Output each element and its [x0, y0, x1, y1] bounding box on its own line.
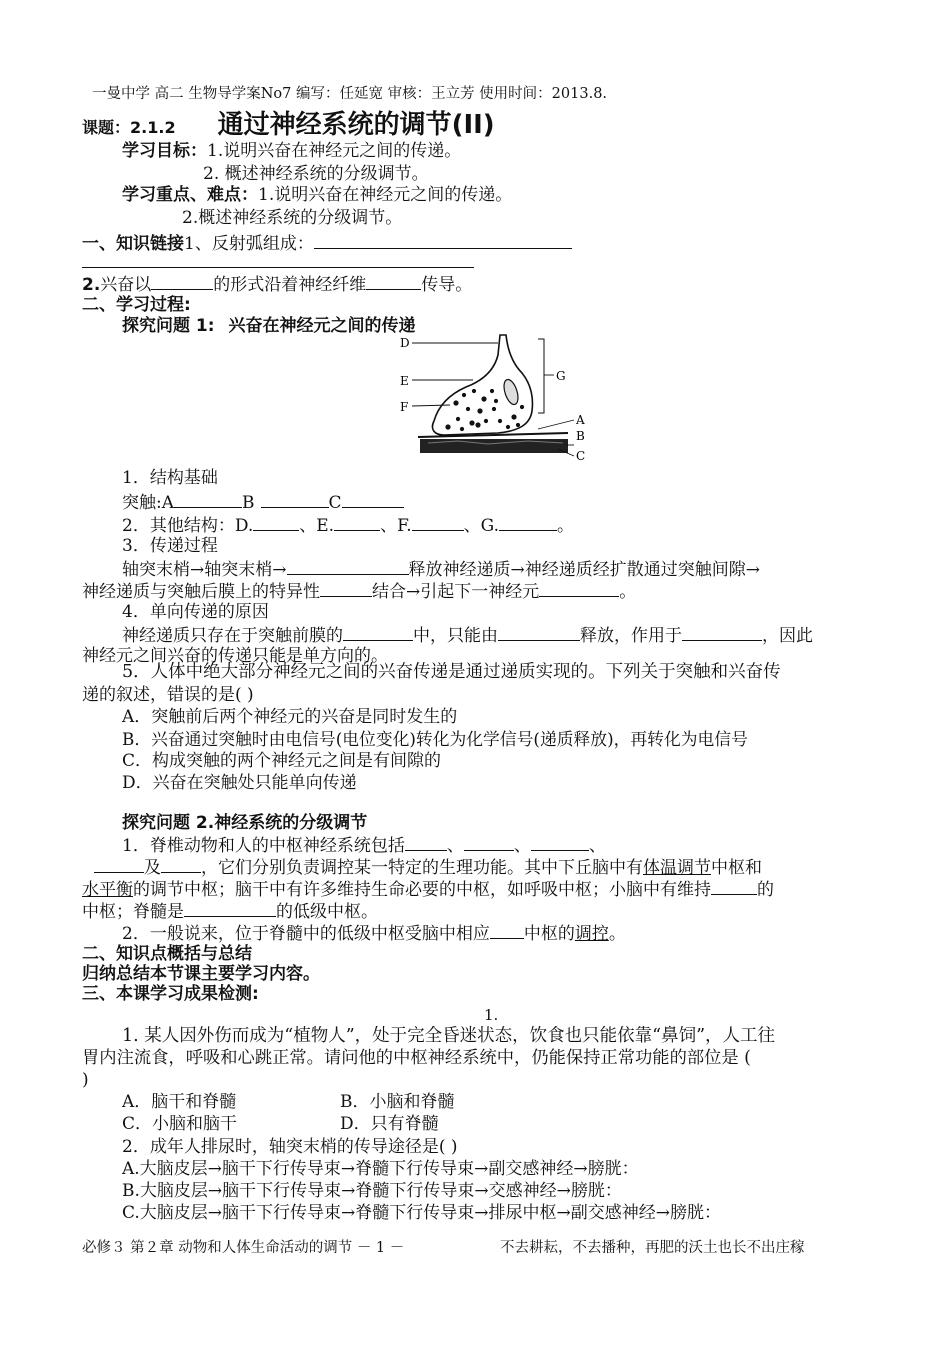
explore-1-title: 兴奋在神经元之间的传递	[228, 316, 416, 336]
axon-terminal-shape	[432, 335, 532, 435]
test-1-option-c[interactable]: C．小脑和脑干	[122, 1114, 238, 1134]
vesicle-dot	[472, 389, 476, 393]
test-1-line-1: 1. 某人因外伤而成为“植物人”，处于完全昏迷状态，饮食也只能依靠“鼻饲”，人工往	[122, 1026, 776, 1046]
vesicle-dot	[520, 405, 524, 409]
keypoints-line-1	[122, 184, 512, 206]
cns-part-3-blank[interactable]	[531, 833, 589, 851]
keypoints-line-2: 2.概述神经系统的分级调节。	[182, 208, 403, 228]
explore-1-label: 探究问题 1:	[122, 316, 215, 336]
question-5-line-1: 5．人体中绝大部分神经元之间的兴奋传递是通过递质实现的。下列关于突触和兴奋传	[122, 662, 781, 682]
conduction-direction-blank[interactable]	[366, 272, 421, 290]
process-line-1	[122, 557, 760, 581]
structure-heading: 1．结构基础	[122, 468, 218, 488]
vesicle-dot	[484, 419, 488, 423]
lesson-title-line	[82, 110, 495, 143]
objectives-line-1	[122, 140, 461, 162]
hierarchy-text-2: ，它们分别负责调控某一特定的生理功能。其中下丘脑中有	[201, 858, 643, 878]
cns-part-5-blank[interactable]	[161, 855, 201, 873]
synapse-diagram	[398, 333, 598, 463]
vesicle-dot	[466, 407, 470, 411]
vesicle-dot	[516, 423, 520, 427]
vesicle-dot	[481, 396, 486, 401]
oneway-release-blank[interactable]	[498, 623, 580, 641]
oneway-target-blank[interactable]	[682, 623, 762, 641]
process-receptor-blank[interactable]	[320, 579, 372, 597]
other-structures-line	[122, 513, 574, 537]
reflex-arc-blank[interactable]	[314, 231, 572, 249]
vesicle-dot	[498, 419, 502, 423]
process-text-d: 结合→引起下一神经元	[372, 582, 540, 602]
other-f-label: 、F.	[380, 516, 412, 536]
question-2-text-b: 的形式沿着神经纤维	[213, 275, 367, 295]
other-e-blank[interactable]	[334, 513, 380, 531]
oneway-text-b: 中，只能由	[413, 626, 498, 646]
section-summary: 二、知识点概括与总结	[82, 944, 252, 964]
water-balance-term: 水平衡	[82, 880, 133, 900]
section-learning-process: 二、学习过程:	[82, 295, 191, 315]
diagram-label-f: F	[400, 400, 409, 414]
oneway-text-c: 释放，作用于	[580, 626, 682, 646]
hierarchy-sep-3: 、	[588, 836, 606, 856]
vesicle-dot	[477, 408, 482, 413]
center-number: 1.	[484, 1006, 499, 1024]
hierarchy-line-3	[82, 877, 774, 901]
bracket-g	[538, 339, 544, 413]
cns-part-2-blank[interactable]	[464, 833, 514, 851]
conduction-question	[82, 272, 472, 296]
lesson-prefix: 课题：	[82, 118, 131, 137]
explore-1-heading	[122, 315, 416, 337]
hierarchy-text-9: 中枢的	[523, 924, 575, 944]
test-1-line-3: )	[82, 1070, 89, 1090]
vesicle-dot	[490, 389, 494, 393]
oneway-line-1	[122, 623, 813, 647]
keypoints-label: 学习重点、难点：	[122, 185, 258, 205]
question-2-text-a: 兴奋以	[100, 275, 152, 295]
hierarchy-text-10: 。	[608, 924, 626, 944]
hierarchy-text-4: 的调节中枢；脑干中有许多维持生命必要的中枢，如呼吸中枢；小脑中有维持	[133, 880, 711, 900]
hierarchy-sep-1: 、	[446, 836, 464, 856]
hierarchy-and: 及	[144, 858, 161, 878]
other-f-blank[interactable]	[412, 513, 464, 531]
oneway-text-a: 神经递质只存在于突触前膜的	[122, 626, 343, 646]
vesicle-dot	[462, 393, 466, 397]
process-line-2	[82, 579, 636, 603]
question-2-text-c: 传导。	[421, 275, 473, 295]
other-end: 。	[557, 516, 575, 536]
oneway-location-blank[interactable]	[343, 623, 413, 641]
hierarchy-line-5	[122, 921, 626, 945]
summary-instruction: 归纳总结本节课主要学习内容。	[82, 964, 320, 984]
lesson-title: 通过神经系统的调节(II)	[217, 110, 495, 140]
section-assessment: 三、本课学习成果检测:	[82, 984, 259, 1004]
objectives-item-1: 1.说明兴奋在神经元之间的传递。	[207, 141, 462, 161]
section-knowledge-link: 一、知识链接	[82, 234, 184, 254]
diagram-label-d: D	[400, 336, 410, 350]
vesicle-dot	[469, 420, 474, 425]
synapse-b-label: B	[242, 493, 255, 513]
question-5-option-d[interactable]: D．兴奋在突触处只能单向传递	[122, 773, 357, 793]
process-release-blank[interactable]	[287, 557, 409, 575]
keypoints-item-1: 1.说明兴奋在神经元之间的传递。	[258, 185, 513, 205]
process-heading: 3．传递过程	[122, 536, 218, 556]
lesson-number: 2.1.2	[130, 118, 176, 137]
answer-rule[interactable]	[82, 267, 474, 268]
other-d-label: 2．其他结构：D.	[122, 516, 254, 536]
conduction-form-blank[interactable]	[151, 272, 213, 290]
test-1-option-b[interactable]: B．小脑和脊髓	[340, 1092, 455, 1112]
process-text-c: 神经递质与突触后膜上的特异性	[82, 582, 320, 602]
objectives-line-2: 2. 概述神经系统的分级调节。	[203, 164, 429, 184]
knowledge-link-line	[82, 231, 572, 255]
hierarchy-text-8: 2．一般说来，位于脊髓中的低级中枢受脑中相应	[122, 924, 490, 944]
question-5-option-a[interactable]: A．突触前后两个神经元的兴奋是同时发生的	[122, 707, 458, 727]
footer-left: 必修３ 第２章 动物和人体生命活动的调节 － 1 －	[82, 1240, 405, 1256]
explore-2-label: 探究问题 2.	[122, 813, 215, 833]
vesicle-dot	[494, 399, 498, 403]
hierarchy-text-6: 中枢；脊髓是	[82, 902, 184, 922]
process-next-neuron-blank[interactable]	[539, 579, 619, 597]
oneway-heading: 4．单向传递的原因	[122, 602, 269, 622]
hierarchy-text-3: 中枢和	[711, 858, 762, 878]
vesicle-dot	[456, 417, 460, 421]
test-2-stem: 2．成年人排尿时，轴突末梢的传导途径是( )	[122, 1137, 458, 1157]
synapse-c-label: C	[328, 493, 342, 513]
vesicle-dot	[492, 407, 496, 411]
cns-part-4-blank[interactable]	[94, 855, 144, 873]
postsynaptic-membrane	[420, 439, 568, 453]
test-2-option-b[interactable]: B.大脑皮层→脑干下行传导束→脊髓下行传导束→交感神经→膀胱：	[122, 1181, 622, 1201]
explore-2-heading	[122, 812, 367, 834]
hierarchy-sep-2: 、	[513, 836, 531, 856]
reflex-arc-question: 1、反射弧组成：	[184, 234, 314, 254]
synapse-a-blank[interactable]	[174, 490, 242, 508]
synapse-b-blank[interactable]	[261, 490, 329, 508]
synapse-c-blank[interactable]	[342, 490, 404, 508]
vesicle-dot	[506, 425, 510, 429]
oneway-text-d: ，因此	[762, 626, 813, 646]
vesicle-dot	[453, 400, 458, 405]
test-2-option-c[interactable]: C.大脑皮层→脑干下行传导束→脊髓下行传导束→排尿中枢→副交感神经→膀胱：	[122, 1203, 722, 1223]
footer-right: 不去耕耘，不去播种，再肥的沃土也长不出庄稼	[500, 1240, 805, 1256]
question-5-option-b[interactable]: B．兴奋通过突触时由电信号(电位变化)转化为化学信号(递质释放)，再转化为电信号	[122, 729, 748, 749]
hierarchy-line-1	[122, 833, 606, 857]
question-2-number: 2.	[82, 275, 101, 295]
diagram-label-e: E	[400, 374, 409, 388]
vesicle-dot	[475, 422, 480, 427]
hierarchy-line-2	[94, 855, 762, 879]
question-5-option-c[interactable]: C．构成突触的两个神经元之间是有间隙的	[122, 751, 442, 771]
test-1-line-2: 胃内注流食，呼吸和心跳正常。请问他的中枢神经系统中，仍能保持正常功能的部位是 (	[82, 1048, 751, 1068]
spinal-cord-function-blank[interactable]	[184, 899, 276, 917]
process-text-b: 释放神经递质→神经递质经扩散通过突触间隙→	[408, 560, 760, 580]
synapse-a-label: 突触:A	[122, 493, 175, 513]
process-text-e: 。	[619, 582, 637, 602]
test-1-option-d[interactable]: D．只有脊髓	[340, 1114, 439, 1134]
cerebellum-function-blank[interactable]	[711, 877, 757, 895]
question-5-line-2: 递的叙述，错误的是( )	[82, 685, 254, 705]
process-text-a: 轴突末梢→轴突末梢→	[122, 560, 287, 580]
thermoregulation-term: 体温调节	[643, 858, 711, 878]
hierarchy-text-7: 的低级中枢。	[276, 902, 378, 922]
diagram-label-c: C	[576, 449, 586, 463]
other-g-blank[interactable]	[499, 513, 557, 531]
other-g-label: 、G.	[463, 516, 500, 536]
hierarchy-line-4	[82, 899, 378, 923]
objectives-label: 学习目标：	[122, 141, 207, 161]
regulation-term: 调控	[574, 924, 609, 944]
hierarchy-text-5: 的	[757, 880, 774, 900]
cns-part-1-blank[interactable]	[405, 833, 447, 851]
diagram-label-b: B	[576, 429, 585, 443]
other-e-label: 、E.	[299, 516, 335, 536]
vesicle-dot	[511, 414, 516, 419]
explore-2-title: 神经系统的分级调节	[214, 813, 368, 833]
synapse-parts-line	[122, 490, 404, 514]
document-header: 一曼中学 高二 生物导学案No7 编写：任延宽 审核：王立芳 使用时间：2013.8.	[92, 86, 608, 102]
diagram-label-g: G	[556, 369, 566, 383]
test-1-option-a[interactable]: A．脑干和脊髓	[122, 1092, 237, 1112]
oneway-line-2: 神经元之间兴奋的传递只能是单方向的。	[82, 646, 388, 666]
other-d-blank[interactable]	[253, 513, 299, 531]
diagram-label-a: A	[576, 413, 585, 427]
vesicle-dot	[460, 427, 464, 431]
test-2-option-a[interactable]: A.大脑皮层→脑干下行传导束→脊髓下行传导束→副交感神经→膀胱：	[122, 1159, 639, 1179]
higher-center-blank[interactable]	[490, 921, 524, 939]
vesicle-dot	[445, 424, 450, 429]
hierarchy-text-1: 1．脊椎动物和人的中枢神经系统包括	[122, 836, 405, 856]
